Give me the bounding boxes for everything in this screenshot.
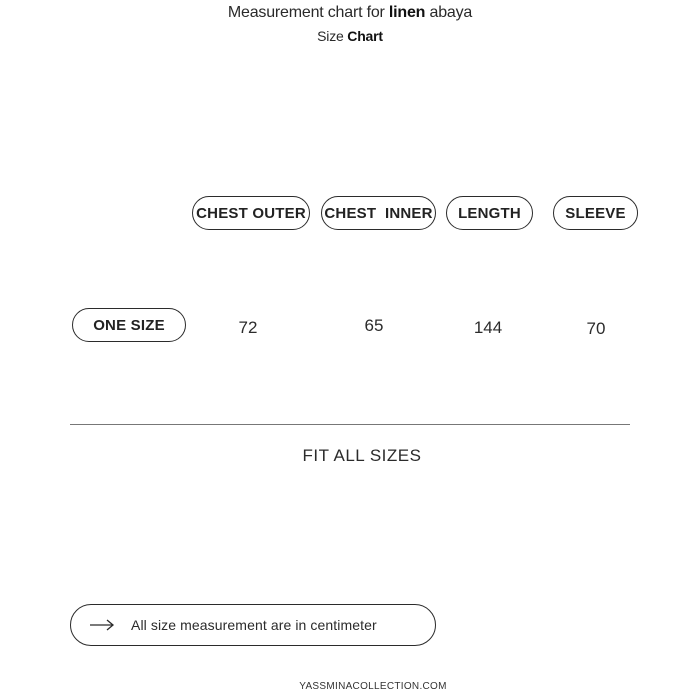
value-chest-inner: 65 — [364, 316, 384, 335]
footer-website: YASSMINACOLLECTION.COM — [299, 681, 447, 692]
fit-all-sizes-note: FIT ALL SIZES — [302, 446, 422, 465]
column-header-chest-inner — [321, 196, 436, 230]
subtitle-prefix: Size — [317, 28, 344, 44]
column-header-sleeve: SLEEVE — [553, 196, 638, 230]
divider — [70, 424, 630, 425]
value-sleeve: 70 — [586, 319, 606, 338]
page-subtitle — [0, 28, 700, 44]
title-suffix: abaya — [429, 4, 473, 21]
subtitle-bold: Chart — [347, 28, 383, 44]
page-title — [0, 4, 700, 22]
row-label-one-size: ONE SIZE — [72, 308, 186, 342]
title-prefix: Measurement chart for — [227, 4, 385, 21]
arrow-right-icon — [89, 619, 115, 631]
value-chest-outer: 72 — [238, 318, 258, 337]
column-header-length: LENGTH — [446, 196, 533, 230]
column-header-chest-inner-label: CHEST INNER — [324, 204, 433, 222]
column-header-chest-outer: CHEST OUTER — [192, 196, 310, 230]
unit-note-pill — [70, 604, 436, 646]
title-bold: linen — [388, 4, 426, 21]
value-length: 144 — [473, 318, 503, 337]
unit-note-text: All size measurement are in centimeter — [131, 617, 377, 633]
